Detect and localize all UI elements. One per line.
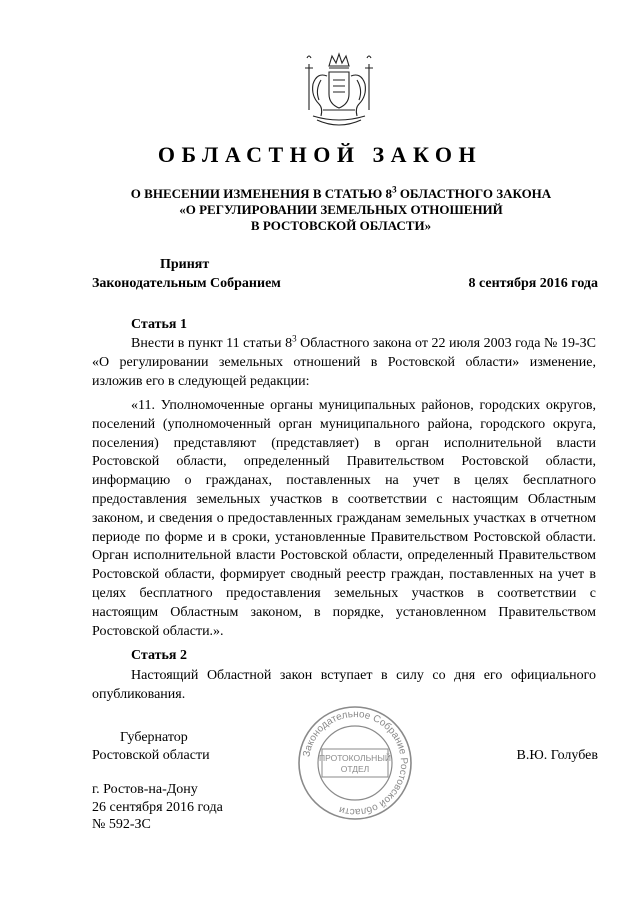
governor-region: Ростовской области (92, 748, 210, 763)
subtitle-line-2: «О РЕГУЛИРОВАНИИ ЗЕМЕЛЬНЫХ ОТНОШЕНИЙ (179, 202, 503, 217)
article-2-heading: Статья 2 (131, 648, 187, 663)
seal-center-line-2: ОТДЕЛ (340, 764, 370, 774)
article-1-paragraph-2: «11. Уполномоченные органы муниципальных районов, городских округов, поселений (уполномоченный орган муниципального района, городского округа, поселения) представляют (представляет) в орган исполнительной власти Ростовской области, определенный Правительством Ростовской области, информацию о гражданах, поставленных на учет в целях бесплатного предоставления земельных участков в соответствии с настоящим Областным законом, и сведения о предоставленных гражданам земельных участках в отчетном периоде по форме и в сроки, установленные Правительством Ростовской области. Орган исполнительной власти Ростовской области, определенный Правительством Ростовской области, формирует сводный реестр граждан, поставленных на учет в целях бесплатного предоставления земельных участков в соответствии с настоящим Областным законом, в порядке, установленном Правительством Ростовской области.». (92, 398, 596, 639)
law-subtitle (90, 186, 592, 234)
place-and-date (92, 781, 223, 834)
coat-of-arms-icon (299, 50, 379, 134)
seal-center-line-1: ПРОТОКОЛЬНЫЙ (319, 753, 391, 763)
article-1-paragraph-1: Внести в пункт 11 статьи $8^3$ Областного закона от 22 июля 2003 года № 19-ЗС «О регулировании земельных отношений в Ростовской области» изменение, изложив его в следующей редакции: (92, 333, 596, 389)
governor-title: Губернатор (120, 730, 188, 745)
subtitle-line-1: О ВНЕСЕНИИ ИЗМЕНЕНИЯ В СТАТЬЮ $8^3$ ОБЛАСТНОГО ЗАКОНА (130, 184, 552, 201)
adopted-label: Принят (160, 257, 210, 272)
adopted-date: 8 сентября 2016 года (468, 276, 598, 291)
law-number: № 592-ЗС (92, 817, 151, 832)
article-2-paragraph: Настоящий Областной закон вступает в силу со дня его официального опубликования. (92, 668, 596, 702)
article-1-heading: Статья 1 (131, 317, 187, 332)
adopted-by: Законодательным Собранием (92, 276, 281, 291)
official-seal-stamp (296, 704, 414, 822)
seal-ring-text: Законодательное Собрание Ростовской области (301, 708, 410, 818)
place-city: г. Ростов-на-Дону (92, 782, 198, 797)
law-title: ОБЛАСТНОЙ ЗАКОН (157, 142, 483, 167)
subtitle-line-3: В РОСТОВСКОЙ ОБЛАСТИ» (250, 218, 432, 233)
place-date: 26 сентября 2016 года (92, 799, 223, 815)
governor-name: В.Ю. Голубев (516, 748, 598, 763)
